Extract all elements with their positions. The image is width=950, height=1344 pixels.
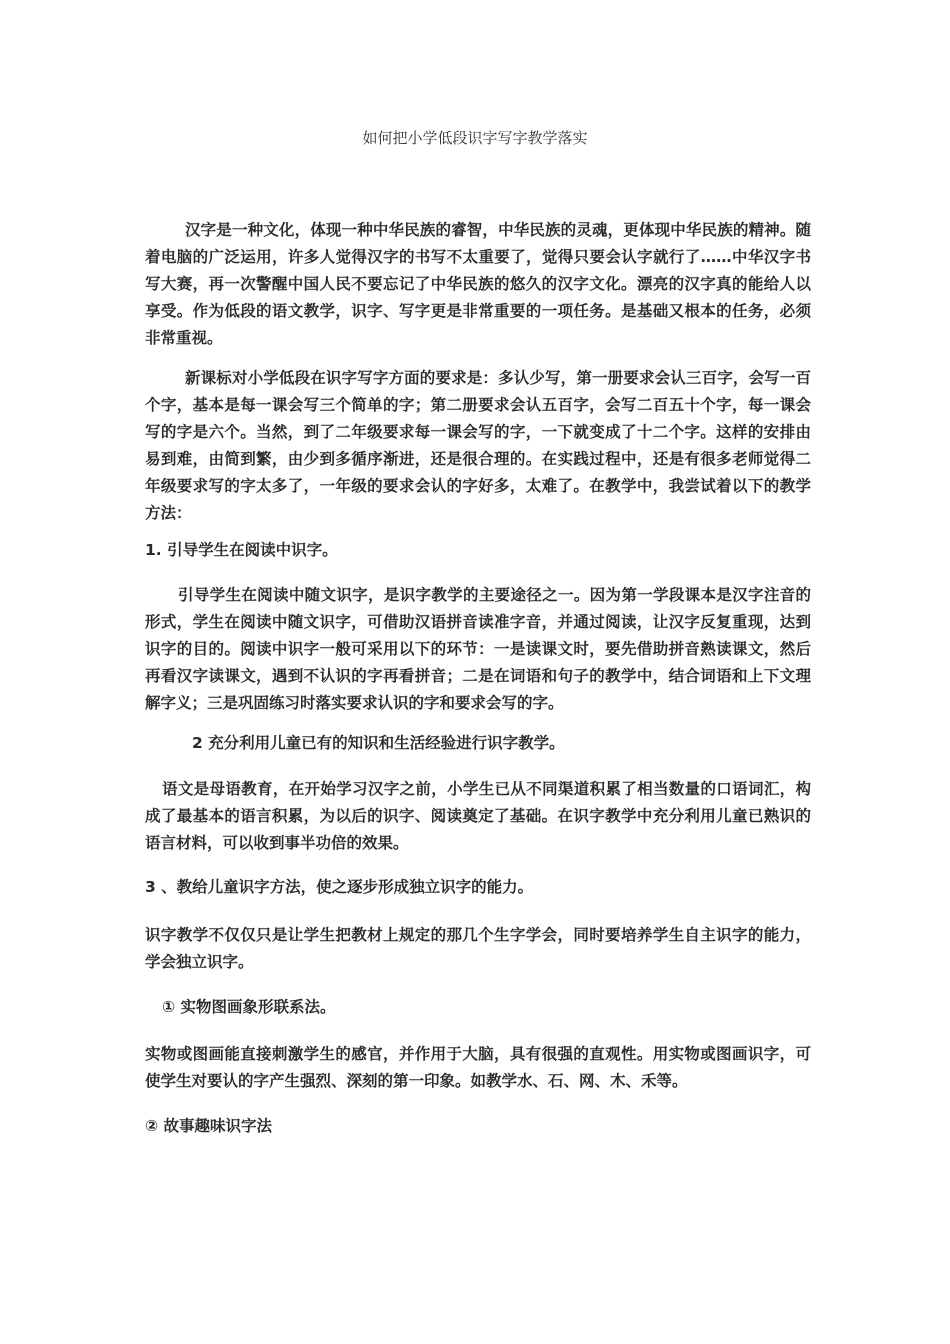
section-heading-3: 3 、教给儿童识字方法，使之逐步形成独立识字的能力。: [145, 878, 534, 896]
section-heading-1: 1. 引导学生在阅读中识字。: [145, 541, 338, 559]
intro-paragraph: 汉字是一种文化，体现一种中华民族的睿智，中华民族的灵魂，更体现中华民族的精神。随着电脑的广泛运用，许多人觉得汉字的书写不太重要了，觉得只要会认字就行了……中华汉字书写大赛，再一次警醒中国人民不要忘记了中华民族的悠久的汉字文化。漂亮的汉字真的能给人以享受。作为低段的语文教学，识字、写字更是非常重要的一项任务。是基础又根本的任务，必须非常重视。: [145, 221, 811, 347]
sub-heading-1: ① 实物图画象形联系法。: [162, 998, 336, 1016]
document-title: 如何把小学低段识字写字教学落实: [362, 129, 588, 147]
objects-paragraph: 实物或图画能直接刺激学生的感官，并作用于大脑，具有很强的直观性。用实物或图画识字，可使学生对要认的字产生强烈、深刻的第一印象。如教学水、石、网、木、禾等。: [145, 1045, 811, 1090]
sub-heading-2: ② 故事趣味识字法: [145, 1117, 273, 1135]
experience-paragraph: 语文是母语教育，在开始学习汉字之前，小学生已从不同渠道积累了相当数量的口语词汇，构成了最基本的语言积累，为以后的识字、阅读奠定了基础。在识字教学中充分利用儿童已熟识的语言材料，可以收到事半功倍的效果。: [145, 780, 811, 852]
requirements-paragraph: 新课标对小学低段在识字写字方面的要求是：多认少写，第一册要求会认三百字，会写一百个字，基本是每一课会写三个简单的字；第二册要求会认五百字，会写二百五十个字，每一课会写的字是六个。当然，到了二年级要求每一课会写的字，一下就变成了十二个字。这样的安排由易到难，由简到繁，由少到多循序渐进，还是很合理的。在实践过程中，还是有很多老师觉得二年级要求写的字太多了，一年级的要求会认的字好多，太难了。在教学中，我尝试着以下的教学方法：: [145, 369, 811, 522]
reading-paragraph: 引导学生在阅读中随文识字，是识字教学的主要途径之一。因为第一学段课本是汉字注音的形式，学生在阅读中随文识字，可借助汉语拼音读准字音，并通过阅读，让汉字反复重现，达到识字的目的。阅读中识字一般可采用以下的环节：一是读课文时，要先借助拼音熟读课文，然后再看汉字读课文，遇到不认识的字再看拼音；二是在词语和句子的教学中，结合词语和上下文理解字义；三是巩固练习时落实要求认识的字和要求会写的字。: [145, 586, 811, 712]
section-heading-2: 2 充分利用儿童已有的知识和生活经验进行识字教学。: [192, 734, 565, 752]
method-paragraph: 识字教学不仅仅只是让学生把教材上规定的那几个生字学会，同时要培养学生自主识字的能力，学会独立识字。: [145, 926, 811, 971]
